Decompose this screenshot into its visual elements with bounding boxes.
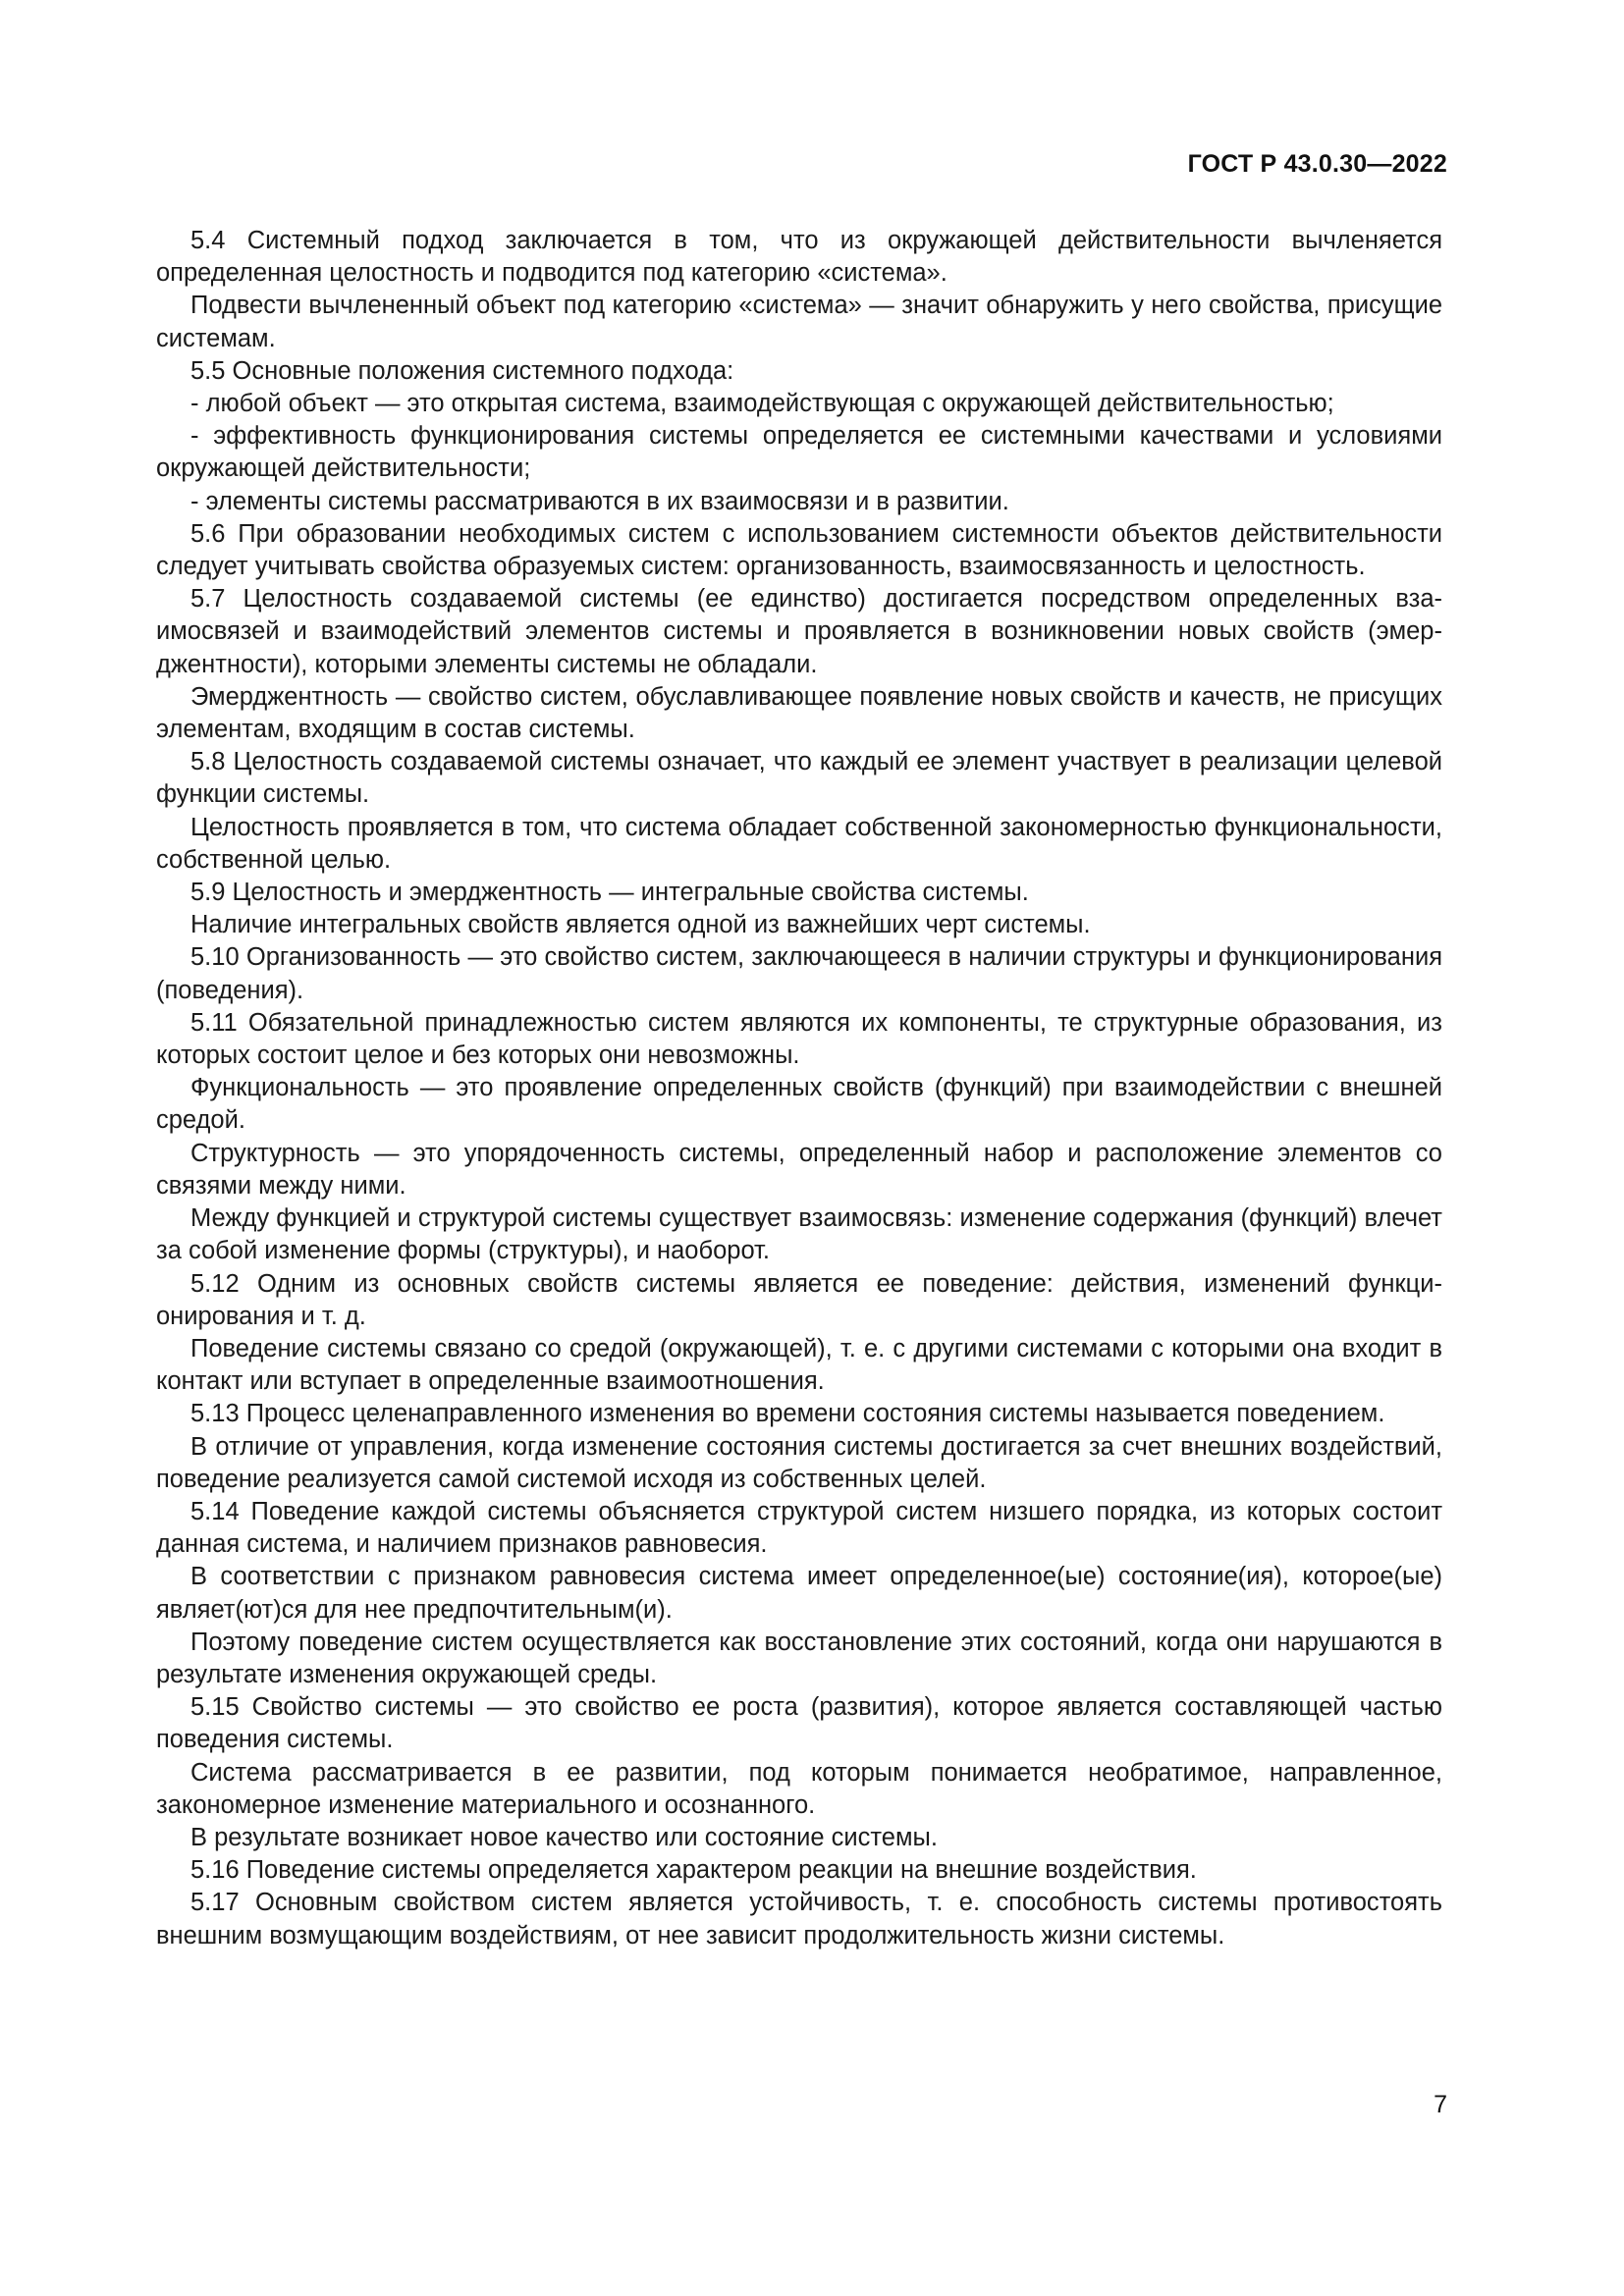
page-number: 7 [1434,2091,1447,2118]
paragraph: 5.6 При образовании необходимых систем с использованием системности объектов действительности следует учитывать свойства образуемых систем: организованность, взаимосвязанность и целостность. [156,519,1442,581]
paragraph: 5.15 Свойство системы — это свойство ее роста (развития), которое является составляющей частью поведения системы. [156,1693,1442,1754]
paragraph: Структурность — это упорядоченность системы, определенный набор и расположение элементов со связями между ними. [156,1139,1442,1200]
paragraph: 5.8 Целостность создаваемой системы означает, что каждый ее элемент участвует в реализации целевой функции системы. [156,748,1442,809]
paragraph: 5.17 Основным свойством систем является устойчивость, т. е. способность системы противостоять внешним возмущающим воздействиям, от нее зависит продолжительность жизни системы. [156,1889,1442,1949]
paragraph: Наличие интегральных свойств является одной из важнейших черт системы. [190,911,1091,939]
paragraph: Поэтому поведение систем осуществляется как восстановление этих состояний, когда они нарушаются в результате изменения окружающей среды. [156,1628,1442,1688]
paragraph: 5.12 Одним из основных свойств системы является ее поведение: действия, изменений функционирования и т. д. [156,1269,1442,1330]
paragraph: 5.13 Процесс целенаправленного изменения во времени состояния системы называется поведением. [190,1400,1385,1428]
paragraph: Между функцией и структурой системы существует взаимосвязь: изменение содержания (функций) влечет за собой изменение формы (структуры), и наоборот. [156,1204,1442,1265]
paragraph: Функциональность — это проявление определенных свойств (функций) при взаимодействии с внешней средой. [156,1074,1442,1135]
paragraph: 5.14 Поведение каждой системы объясняется структурой систем низшего порядка, из которых состоит данная система, и наличием признаков равновесия. [156,1497,1442,1559]
paragraph: Эмерджентность — свойство систем, обуславливающее появление новых свойств и качеств, не присущих элементам, входящим в состав системы. [156,682,1442,744]
paragraph: 5.9 Целостность и эмерджентность — интегральные свойства системы. [190,879,1029,907]
paragraph: 5.5 Основные положения системного подхода: [190,356,734,385]
document-header: ГОСТ Р 43.0.30—2022 [1187,150,1447,178]
paragraph: 5.7 Целостность создаваемой системы (ее единство) достигается посредством определенных взаимосвязей и взаимодействий элементов системы и проявляется в возникновении новых свойств (эмерджентности), которыми элементы системы не обладали. [156,585,1442,678]
paragraph: - элементы системы рассматриваются в их взаимосвязи и в развитии. [190,487,1009,515]
paragraph: Поведение системы связано со средой (окружающей), т. е. с другими системами с которыми она входит в контакт или вступает в определенные взаимоотношения. [156,1334,1442,1396]
paragraph: Подвести вычлененный объект под категорию «система» — значит обнаружить у него свойства, присущие системам. [156,292,1442,352]
paragraph: В отличие от управления, когда изменение состояния системы достигается за счет внешних воздействий, поведение реализуется самой системой исходя из собственных целей. [156,1432,1442,1493]
paragraph: 5.11 Обязательной принадлежностью систем являются их компоненты, те структурные образования, из которых состоит целое и без которых они невозможны. [156,1008,1442,1070]
paragraph: - любой объект — это открытая система, взаимодействующая с окружающей действительностью; [190,390,1334,418]
paragraph: В результате возникает новое качество или состояние системы. [190,1823,938,1851]
paragraph: 5.16 Поведение системы определяется характером реакции на внешние воздействия. [190,1856,1197,1885]
paragraph: 5.10 Организованность — это свойство систем, заключающееся в наличии структуры и функционирования (поведения). [156,943,1442,1004]
paragraph: - эффективность функционирования системы определяется ее системными качествами и условиями окружающей действительности; [156,422,1442,483]
document-body [156,225,1442,1952]
paragraph: В соответствии с признаком равновесия система имеет определенное(ые) состояние(ия), которое(ые) являет(ют)ся для нее предпочтительным(и). [156,1563,1442,1624]
paragraph: 5.4 Системный подход заключается в том, что из окружающей действительности вычленяется определенная целостность и подводится под категорию «система». [156,227,1442,288]
paragraph: Целостность проявляется в том, что система обладает собственной закономерностью функциональности, собственной целью. [156,813,1442,874]
paragraph: Система рассматривается в ее развитии, под которым понимается необратимое, направленное, закономерное изменение материального и осознанного. [156,1758,1442,1819]
